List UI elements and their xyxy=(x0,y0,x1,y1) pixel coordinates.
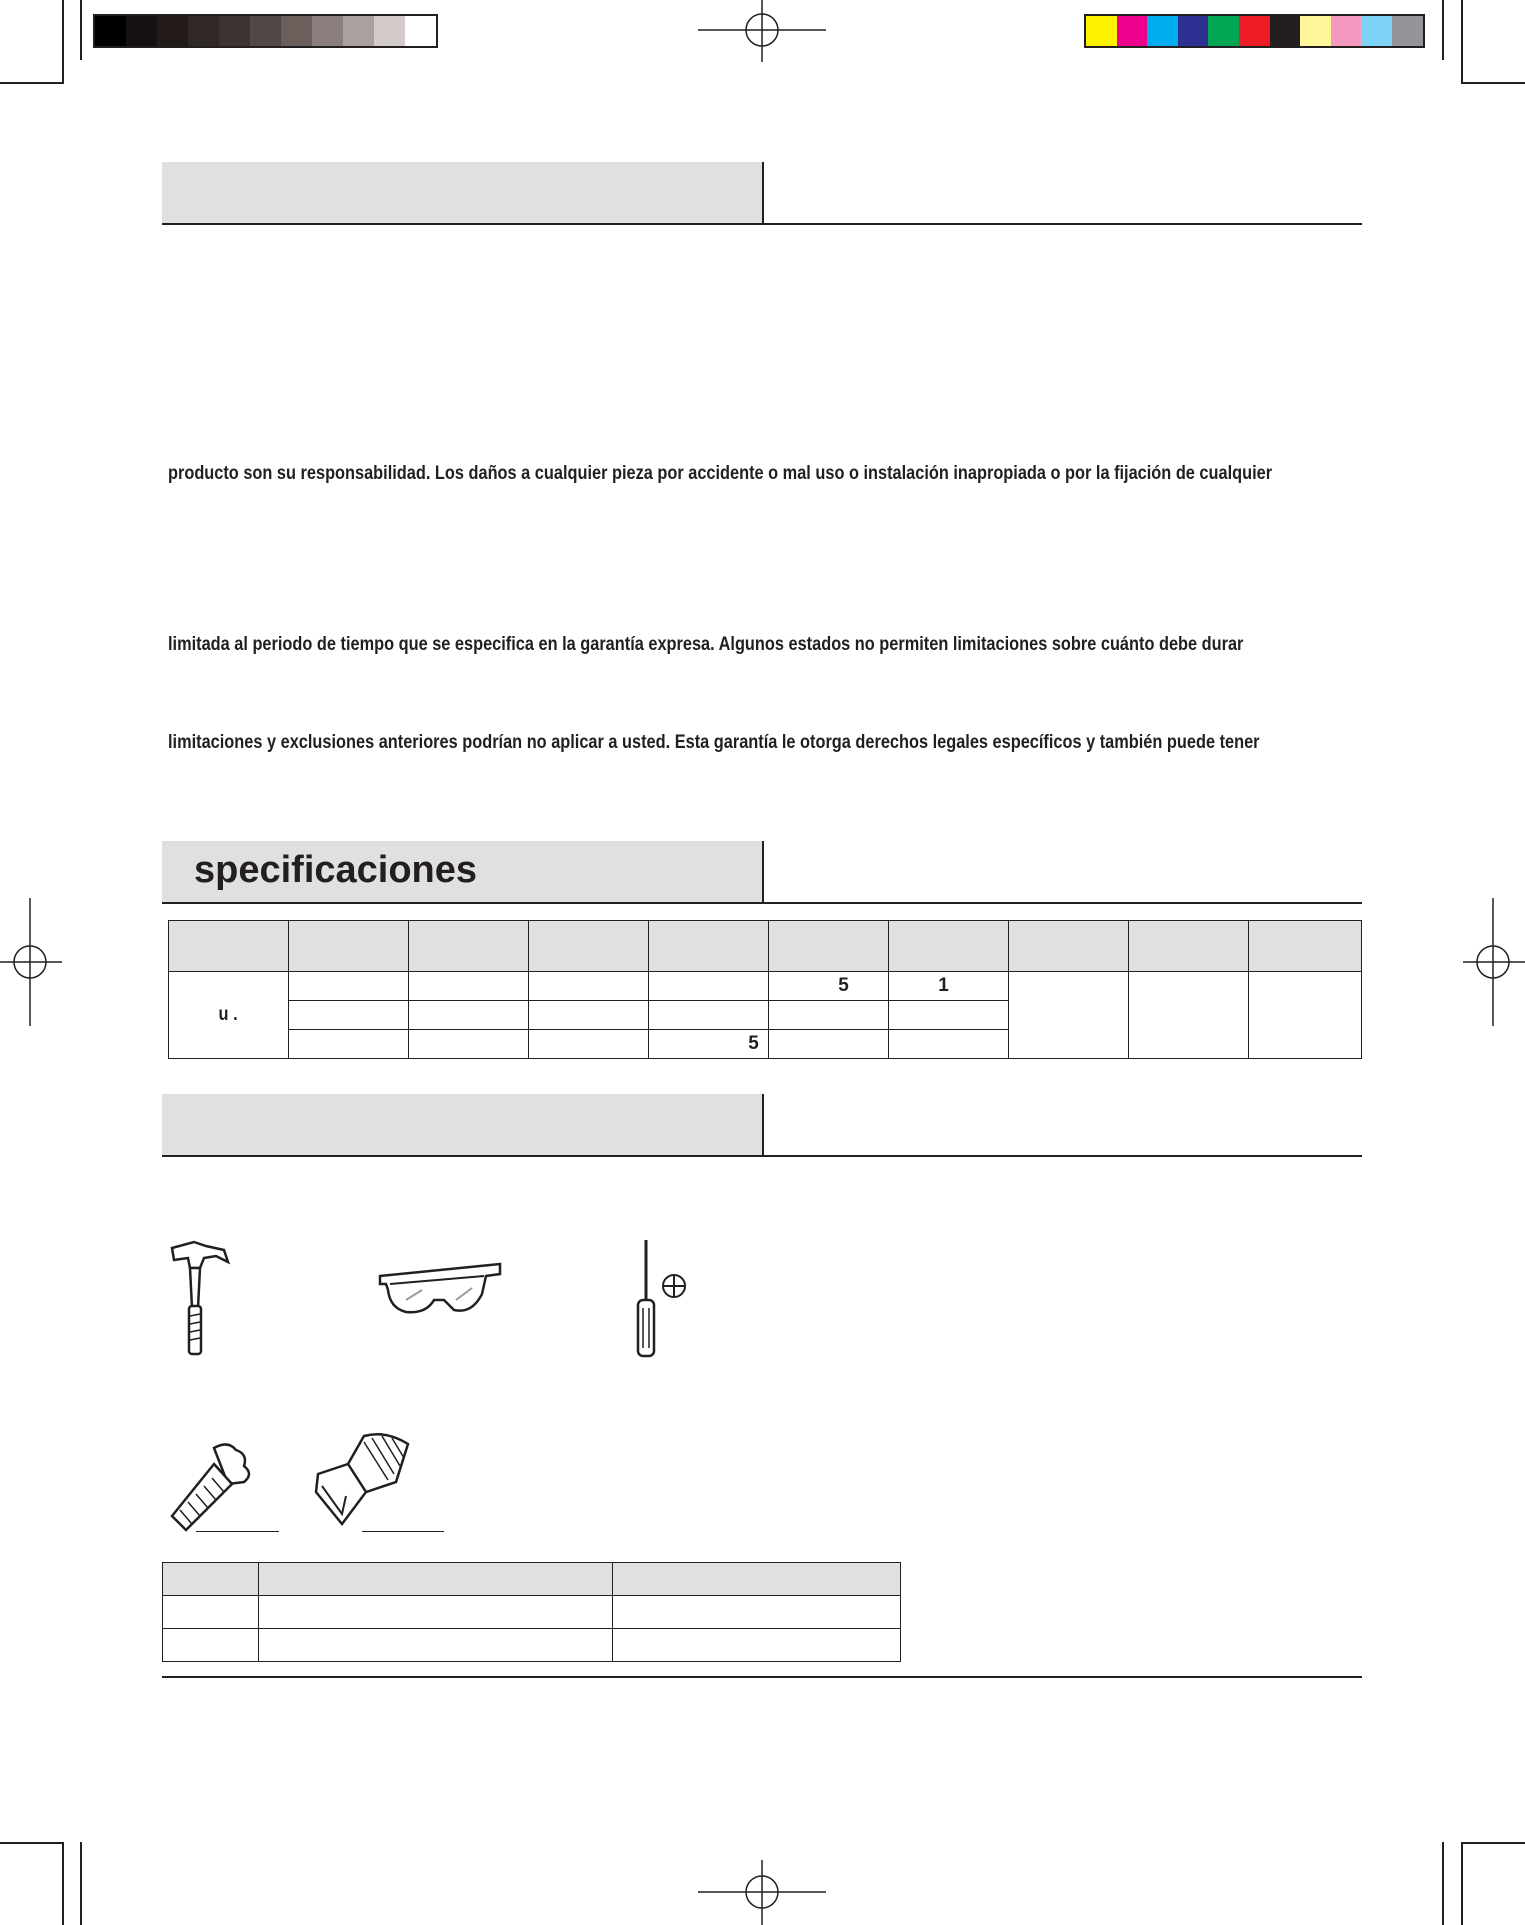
parts-header-cell xyxy=(163,1563,259,1596)
color-swatch xyxy=(188,16,219,46)
color-swatch xyxy=(95,16,126,46)
crop-mark xyxy=(0,82,64,84)
parts-table xyxy=(162,1562,901,1662)
spec-merged-cell xyxy=(1009,972,1129,1059)
spec-table-header-row xyxy=(169,921,1362,972)
color-swatch xyxy=(1331,16,1362,46)
color-swatch xyxy=(1086,16,1117,46)
parts-cell xyxy=(259,1629,613,1662)
color-swatch xyxy=(1361,16,1392,46)
spec-merged-cell xyxy=(1249,972,1362,1059)
crop-mark xyxy=(1461,82,1525,84)
parts-cell xyxy=(163,1629,259,1662)
mounting-screw-icon xyxy=(168,1440,268,1534)
color-swatch xyxy=(343,16,374,46)
color-swatch xyxy=(1178,16,1209,46)
warranty-text-line: producto son su responsabilidad. Los daños a cualquier pieza por accidente o mal uso o instalación inapropiada o por la fijación de cualquier xyxy=(168,463,1273,484)
spec-merged-cell xyxy=(1129,972,1249,1059)
color-swatch xyxy=(126,16,157,46)
spec-cell: 5 xyxy=(649,1030,769,1059)
section-bottom-rule xyxy=(162,1676,1362,1678)
registration-mark-left xyxy=(0,898,62,1026)
spec-cell xyxy=(529,972,649,1001)
color-swatch xyxy=(1300,16,1331,46)
process-color-bar xyxy=(1084,14,1425,48)
spec-cell xyxy=(769,1001,889,1030)
spec-cell xyxy=(889,1001,1009,1030)
section-rule xyxy=(162,1155,1362,1157)
spec-header-cell xyxy=(529,921,649,972)
color-swatch xyxy=(219,16,250,46)
color-swatch xyxy=(374,16,405,46)
color-swatch xyxy=(1270,16,1301,46)
color-swatch xyxy=(1239,16,1270,46)
warranty-text-line: limitaciones y exclusiones anteriores podrían no aplicar a usted. Esta garantía le otorga derechos legales específicos y también puede tener xyxy=(168,732,1260,753)
spec-header-cell xyxy=(169,921,289,972)
section-rule xyxy=(162,902,1362,904)
spec-cell xyxy=(289,1001,409,1030)
crop-mark xyxy=(1442,0,1444,60)
specifications-table xyxy=(168,920,1362,1059)
spec-cell xyxy=(649,972,769,1001)
spec-header-cell xyxy=(889,921,1009,972)
section-rule xyxy=(162,223,1362,225)
spec-header-cell xyxy=(769,921,889,972)
registration-mark-right xyxy=(1463,898,1525,1026)
registration-mark-bottom xyxy=(698,1860,826,1925)
spec-cell xyxy=(529,1030,649,1059)
hammer-icon xyxy=(166,1240,232,1360)
spec-cell xyxy=(289,972,409,1001)
parts-header-cell xyxy=(259,1563,613,1596)
parts-cell xyxy=(613,1596,901,1629)
spec-cell xyxy=(409,972,529,1001)
spec-cell xyxy=(769,1030,889,1059)
color-swatch xyxy=(157,16,188,46)
parts-table-header-row xyxy=(163,1563,901,1596)
color-swatch xyxy=(250,16,281,46)
spec-header-cell xyxy=(1129,921,1249,972)
parts-header-cell xyxy=(613,1563,901,1596)
registration-mark-top xyxy=(698,0,826,62)
crop-mark xyxy=(1461,1842,1525,1844)
spec-cell xyxy=(289,1030,409,1059)
color-swatch xyxy=(312,16,343,46)
spec-model-label: u . xyxy=(218,1004,239,1025)
warranty-section-header xyxy=(162,162,762,224)
spec-table-row xyxy=(169,972,1362,1001)
parts-cell xyxy=(613,1629,901,1662)
grayscale-color-bar xyxy=(93,14,438,48)
part-label-line xyxy=(362,1531,444,1532)
section-divider xyxy=(762,1094,764,1156)
tools-section-header xyxy=(162,1094,762,1156)
spec-model-cell xyxy=(169,972,289,1059)
spec-header-cell xyxy=(1009,921,1129,972)
color-swatch xyxy=(1117,16,1148,46)
color-swatch xyxy=(405,16,436,46)
spec-cell xyxy=(649,1001,769,1030)
phillips-screwdriver-icon xyxy=(632,1236,692,1360)
crop-mark xyxy=(0,1842,64,1844)
spec-header-cell xyxy=(289,921,409,972)
section-divider xyxy=(762,162,764,224)
color-swatch xyxy=(1208,16,1239,46)
crop-mark xyxy=(80,1842,82,1925)
spec-header-cell xyxy=(1249,921,1362,972)
spec-cell xyxy=(889,1030,1009,1059)
specifications-title: specificaciones xyxy=(194,849,478,891)
spec-header-cell xyxy=(649,921,769,972)
wire-connector-icon xyxy=(312,1430,416,1534)
crop-mark xyxy=(62,0,64,82)
crop-mark xyxy=(1461,1842,1463,1925)
color-swatch xyxy=(1392,16,1423,46)
crop-mark xyxy=(80,0,82,60)
color-swatch xyxy=(281,16,312,46)
crop-mark xyxy=(62,1842,64,1925)
crop-mark xyxy=(1461,0,1463,82)
parts-cell xyxy=(259,1596,613,1629)
spec-cell xyxy=(529,1001,649,1030)
section-divider xyxy=(762,841,764,903)
parts-table-row xyxy=(163,1596,901,1629)
safety-glasses-icon xyxy=(376,1260,504,1320)
parts-cell xyxy=(163,1596,259,1629)
parts-table-row xyxy=(163,1629,901,1662)
spec-header-cell xyxy=(409,921,529,972)
spec-cell xyxy=(409,1030,529,1059)
crop-mark xyxy=(1442,1842,1444,1925)
spec-cell: 5 xyxy=(769,972,889,1001)
part-label-line xyxy=(196,1531,279,1532)
spec-cell xyxy=(409,1001,529,1030)
color-swatch xyxy=(1147,16,1178,46)
spec-cell: 1 xyxy=(889,972,1009,1001)
warranty-text-line: limitada al periodo de tiempo que se especifica en la garantía expresa. Algunos estados no permiten limitaciones sobre cuánto debe durar xyxy=(168,634,1244,655)
